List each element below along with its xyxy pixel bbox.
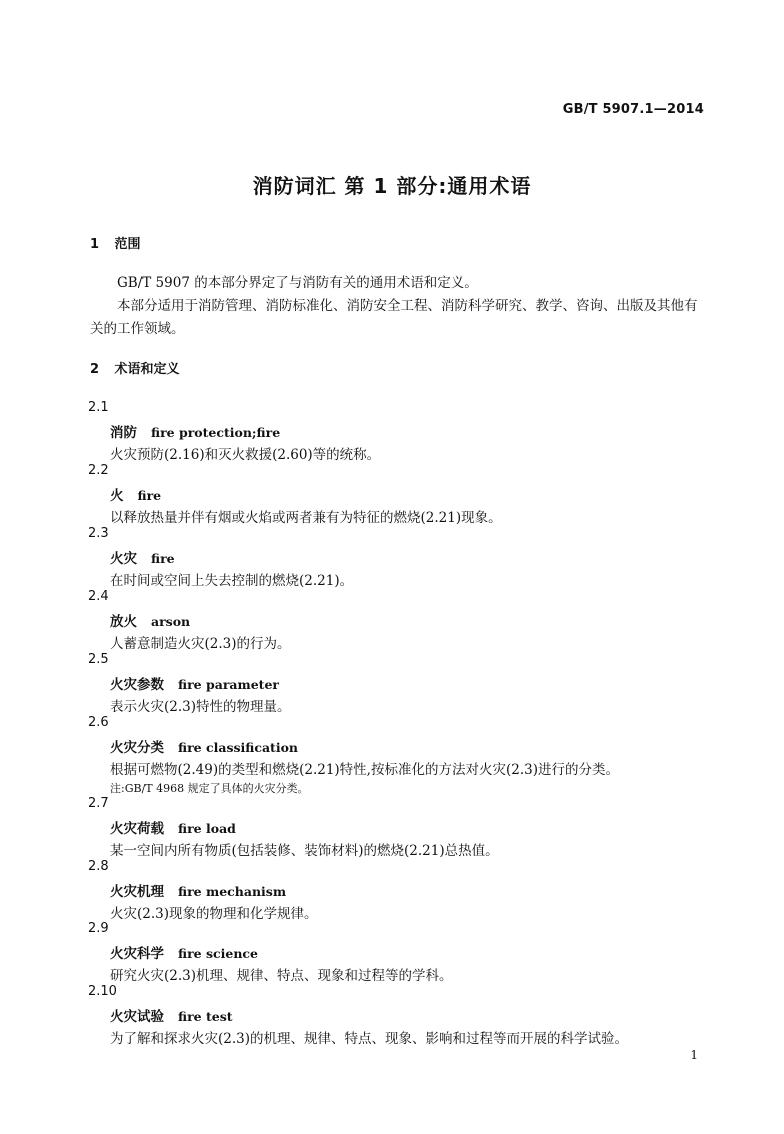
term-definition: 为了解和探求火灾(2.3)的机理、规律、特点、现象、影响和过程等而开展的科学试验。	[110, 1031, 629, 1047]
term-definition: 以释放热量并伴有烟或火焰或两者兼有为特征的燃烧(2.21)现象。	[110, 510, 502, 526]
term-line	[110, 484, 161, 504]
term-definition: 火灾预防(2.16)和灭火救援(2.60)等的统称。	[110, 447, 381, 463]
section-1-heading	[90, 233, 141, 252]
term-en: fire protection;fire	[151, 425, 281, 440]
section-1-paragraph-1: GB/T 5907 的本部分界定了与消防有关的通用术语和定义。	[117, 275, 478, 291]
term-en: fire mechanism	[178, 884, 287, 899]
term-line	[110, 421, 280, 441]
term-zh: 火灾分类	[110, 740, 164, 756]
entry-number: 2.3	[88, 526, 109, 541]
term-zh: 火灾科学	[110, 946, 164, 962]
term-zh: 火灾荷载	[110, 821, 164, 837]
term-line	[110, 942, 258, 962]
term-zh: 火灾试验	[110, 1009, 164, 1025]
term-line	[110, 610, 190, 630]
term-definition: 表示火灾(2.3)特性的物理量。	[110, 699, 291, 715]
entry-number: 2.9	[88, 921, 109, 936]
section-2-heading	[90, 358, 180, 377]
term-line	[110, 1005, 233, 1025]
entry-number: 2.2	[88, 463, 109, 478]
term-zh: 消防	[110, 425, 137, 441]
term-en: fire test	[178, 1009, 233, 1024]
term-en: fire parameter	[178, 677, 279, 692]
term-zh: 放火	[110, 614, 137, 630]
term-zh: 火灾	[110, 551, 137, 567]
section-number: 2	[90, 362, 100, 377]
term-definition: 火灾(2.3)现象的物理和化学规律。	[110, 906, 318, 922]
term-definition: 人蓄意制造火灾(2.3)的行为。	[110, 636, 291, 652]
section-heading-text: 范围	[114, 237, 141, 252]
term-zh: 火	[110, 488, 124, 504]
term-line	[110, 817, 236, 837]
term-note: 注:GB/T 4968 规定了具体的火灾分类。	[110, 782, 309, 795]
term-line	[110, 736, 298, 756]
section-heading-text: 术语和定义	[114, 362, 180, 377]
term-en: fire classification	[178, 740, 299, 755]
term-en: fire load	[178, 821, 236, 836]
term-zh: 火灾机理	[110, 884, 164, 900]
term-en: arson	[151, 614, 191, 629]
term-definition: 在时间或空间上失去控制的燃烧(2.21)。	[110, 573, 354, 589]
term-en: fire science	[178, 946, 258, 961]
document-title: 消防词汇 第 1 部分:通用术语	[252, 174, 532, 198]
section-number: 1	[90, 237, 100, 252]
entry-number: 2.6	[88, 715, 109, 730]
page-number: 1	[690, 1048, 698, 1062]
term-en: fire	[137, 488, 162, 503]
term-definition: 根据可燃物(2.49)的类型和燃烧(2.21)特性,按标准化的方法对火灾(2.3)进行的分类。	[110, 762, 619, 778]
entry-number: 2.10	[88, 984, 117, 999]
section-1-paragraph-2: 本部分适用于消防管理、消防标准化、消防安全工程、消防科学研究、教学、咨询、出版及其他有关的工作领域。	[90, 298, 698, 337]
term-line	[110, 880, 286, 900]
term-line	[110, 673, 279, 693]
term-definition: 某一空间内所有物质(包括装修、装饰材料)的燃烧(2.21)总热值。	[110, 843, 499, 859]
entry-number: 2.8	[88, 859, 109, 874]
term-en: fire	[151, 551, 175, 566]
entry-number: 2.5	[88, 652, 109, 667]
entry-number: 2.7	[88, 796, 109, 811]
entry-number: 2.4	[88, 589, 109, 604]
term-line	[110, 547, 175, 567]
standard-number: GB/T 5907.1—2014	[562, 102, 704, 117]
term-zh: 火灾参数	[110, 677, 164, 693]
entry-number: 2.1	[88, 400, 109, 415]
term-definition: 研究火灾(2.3)机理、规律、特点、现象和过程等的学科。	[110, 968, 453, 984]
